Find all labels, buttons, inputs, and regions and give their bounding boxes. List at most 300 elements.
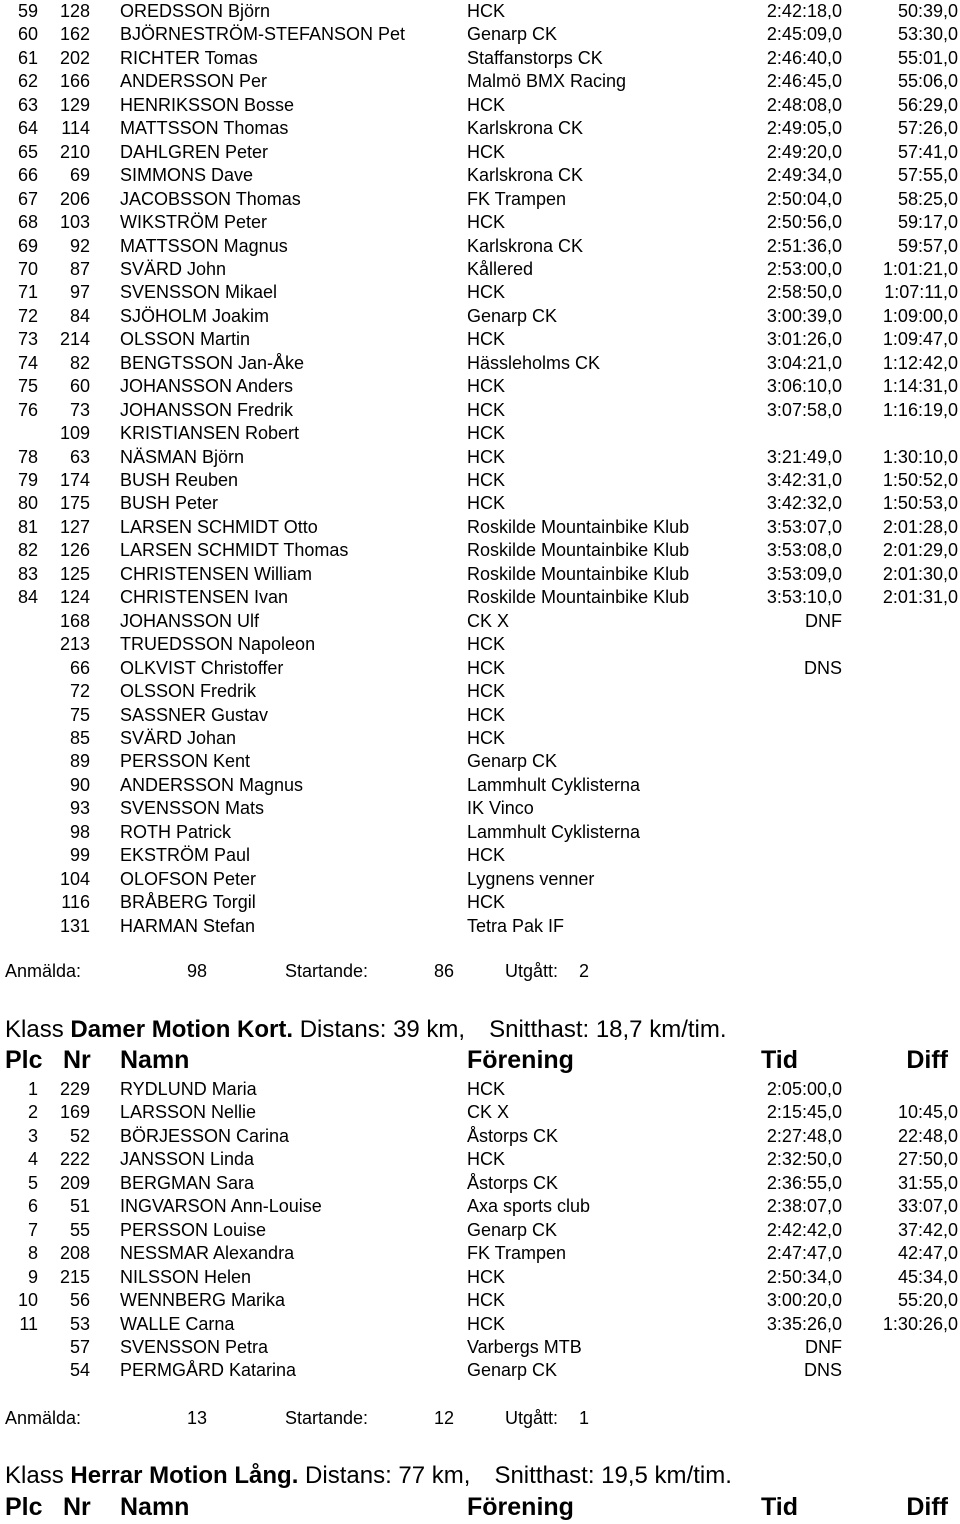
class-name: Damer Motion Kort. (70, 1016, 294, 1043)
result-row (0, 1172, 960, 1195)
result-row (0, 1125, 960, 1148)
club-name: HCK (467, 681, 506, 702)
time-diff: 53:30,0 (897, 24, 958, 45)
rider-name: OLSSON Fredrik (120, 681, 257, 702)
club-name: IK Vinco (467, 798, 534, 819)
finish-time: 3:35:26,0 (766, 1313, 842, 1334)
result-place: 59 (17, 1, 38, 21)
rider-name: NESSMAR Alexandra (120, 1243, 295, 1264)
time-diff: 1:50:53,0 (882, 493, 958, 514)
finish-time: 2:36:55,0 (766, 1172, 842, 1193)
club-name: HCK (467, 727, 506, 748)
header-nr: Nr (63, 1493, 91, 1521)
time-diff: 57:41,0 (897, 141, 958, 162)
result-row (0, 188, 960, 211)
bib-number: 85 (69, 727, 90, 748)
result-row (0, 94, 960, 117)
finish-time: 3:42:32,0 (766, 493, 842, 514)
club-name: Tetra Pak IF (467, 915, 565, 936)
bib-number: 90 (69, 774, 90, 795)
rider-name: OREDSSON Björn (120, 1, 271, 21)
club-name: HCK (467, 376, 506, 397)
finish-time: DNF (805, 1336, 842, 1357)
club-name: Genarp CK (467, 751, 558, 772)
time-diff: 45:34,0 (897, 1266, 958, 1287)
result-row (0, 0, 960, 23)
result-row (0, 844, 960, 867)
result-row (0, 915, 960, 938)
club-name: FK Trampen (467, 188, 567, 209)
bib-number: 131 (59, 915, 90, 936)
started-count: 86 (433, 961, 454, 981)
result-row (0, 117, 960, 140)
club-name: Roskilde Mountainbike Klub (467, 540, 690, 561)
club-name: HCK (467, 845, 506, 866)
result-row (0, 352, 960, 375)
club-name: HCK (467, 141, 506, 162)
finish-time: 2:48:08,0 (766, 94, 842, 115)
bib-number: 124 (59, 587, 90, 608)
time-diff: 56:29,0 (897, 94, 958, 115)
class-avg-speed: Snitthast: 18,7 km/tim. (489, 1016, 727, 1043)
rider-name: WENNBERG Marika (120, 1290, 286, 1311)
result-row (0, 1195, 960, 1218)
club-name: Hässleholms CK (467, 352, 601, 373)
result-place: 9 (27, 1266, 38, 1287)
bib-number: 56 (69, 1290, 90, 1311)
rider-name: INGVARSON Ann-Louise (120, 1196, 322, 1217)
result-place: 66 (17, 165, 38, 186)
bib-number: 60 (69, 376, 90, 397)
result-place: 6 (27, 1196, 38, 1217)
club-name: FK Trampen (467, 1243, 567, 1264)
finish-time: 2:27:48,0 (766, 1125, 842, 1146)
time-diff: 1:07:11,0 (884, 282, 958, 303)
club-name: Genarp CK (467, 24, 558, 45)
result-row (0, 1266, 960, 1289)
result-row (0, 1313, 960, 1336)
result-row (0, 23, 960, 46)
time-diff: 1:12:42,0 (882, 352, 958, 373)
bib-number: 202 (59, 47, 90, 68)
time-diff: 50:39,0 (897, 1, 958, 21)
result-place: 65 (17, 141, 38, 162)
header-name: Namn (120, 1493, 190, 1521)
rider-name: TRUEDSSON Napoleon (120, 634, 316, 655)
bib-number: 127 (59, 516, 90, 537)
bib-number: 52 (69, 1125, 90, 1146)
time-diff: 2:01:31,0 (882, 587, 958, 608)
bib-number: 66 (69, 657, 90, 678)
rider-name: LARSEN SCHMIDT Thomas (120, 540, 349, 561)
result-place: 80 (17, 493, 38, 514)
time-diff: 33:07,0 (897, 1196, 958, 1217)
club-name: Kållered (467, 258, 534, 279)
club-name: Lammhult Cyklisterna (467, 821, 641, 842)
time-diff: 55:06,0 (897, 71, 958, 92)
rider-name: DAHLGREN Peter (120, 141, 269, 162)
rider-name: PERSSON Louise (120, 1219, 267, 1240)
registered-label: Anmälda: (5, 961, 82, 981)
finish-time: DNF (805, 610, 842, 631)
result-row (0, 399, 960, 422)
result-place: 76 (17, 399, 38, 420)
bib-number: 109 (59, 423, 90, 444)
bib-number: 215 (59, 1266, 90, 1287)
club-name: Axa sports club (467, 1196, 591, 1217)
result-place: 1 (27, 1079, 38, 1099)
bib-number: 114 (61, 118, 90, 139)
rider-name: SJÖHOLM Joakim (120, 305, 270, 326)
club-name: Lygnens venner (467, 868, 595, 889)
finish-time: DNS (803, 1360, 842, 1381)
result-place: 61 (17, 47, 38, 68)
finish-time: 3:00:20,0 (766, 1290, 842, 1311)
result-row (0, 1289, 960, 1312)
club-name: HCK (467, 1079, 506, 1099)
class-prefix: Klass (5, 1462, 71, 1489)
finish-time: 2:49:05,0 (766, 118, 842, 139)
finish-time: 2:50:04,0 (766, 188, 842, 209)
finish-time: 2:05:00,0 (766, 1079, 842, 1099)
bib-number: 97 (69, 282, 90, 303)
started-label: Startande: (285, 1408, 369, 1428)
time-diff: 27:50,0 (897, 1149, 958, 1170)
club-name: Lammhult Cyklisterna (467, 774, 641, 795)
time-diff: 2:01:29,0 (882, 540, 958, 561)
bib-number: 72 (69, 681, 90, 702)
club-name: Varbergs MTB (467, 1336, 582, 1357)
bib-number: 174 (59, 470, 90, 490)
club-name: HCK (467, 446, 506, 467)
result-place: 10 (17, 1290, 38, 1311)
time-diff: 1:16:19,0 (882, 399, 958, 420)
bib-number: 162 (59, 24, 90, 45)
club-name: HCK (467, 493, 506, 514)
header-nr: Nr (63, 1046, 91, 1074)
rider-name: ANDERSSON Per (120, 71, 268, 92)
result-row (0, 774, 960, 797)
time-diff: 58:25,0 (897, 188, 958, 209)
result-row (0, 375, 960, 398)
result-place: 69 (17, 235, 38, 256)
result-row (0, 422, 960, 445)
result-place: 2 (27, 1102, 38, 1123)
rider-name: ROTH Patrick (120, 821, 232, 842)
rider-name: OLKVIST Christoffer (120, 657, 284, 678)
club-name: Genarp CK (467, 1360, 558, 1381)
result-place: 72 (17, 305, 38, 326)
bib-number: 210 (59, 141, 90, 162)
result-place: 64 (17, 118, 38, 139)
finish-time: 3:07:58,0 (766, 399, 842, 420)
class-name: Herrar Motion Lång. (70, 1462, 299, 1489)
result-row (0, 680, 960, 703)
time-diff: 37:42,0 (897, 1219, 958, 1240)
result-place: 67 (17, 188, 38, 209)
rider-name: BUSH Reuben (120, 470, 239, 490)
registered-count: 13 (186, 1408, 207, 1428)
rider-name: MATTSSON Magnus (120, 235, 288, 256)
bib-number: 84 (69, 305, 90, 326)
time-diff: 59:57,0 (897, 235, 958, 256)
bib-number: 229 (59, 1079, 90, 1099)
club-name: CK X (467, 1102, 510, 1123)
club-name: Åstorps CK (467, 1172, 559, 1193)
rider-name: KRISTIANSEN Robert (120, 423, 300, 444)
bib-number: 87 (69, 258, 90, 279)
bib-number: 53 (69, 1313, 90, 1334)
result-place: 8 (27, 1243, 38, 1264)
result-place: 68 (17, 212, 38, 233)
bib-number: 116 (61, 892, 90, 913)
result-row (0, 1359, 960, 1382)
section1-summary (0, 959, 960, 983)
finish-time: 2:47:47,0 (766, 1243, 842, 1264)
result-place: 81 (17, 516, 38, 537)
result-row (0, 211, 960, 234)
result-row (0, 1242, 960, 1265)
finish-time: 2:45:09,0 (766, 24, 842, 45)
header-time: Tid (760, 1046, 798, 1074)
bib-number: 168 (59, 610, 90, 631)
rider-name: JANSSON Linda (120, 1149, 255, 1170)
finish-time: 3:53:09,0 (766, 563, 842, 584)
rider-name: BJÖRNESTRÖM-STEFANSON Pet (120, 24, 406, 45)
club-name: HCK (467, 1266, 506, 1287)
rider-name: JOHANSSON Fredrik (120, 399, 294, 420)
result-row (0, 281, 960, 304)
club-name: Staffanstorps CK (467, 47, 603, 68)
result-row (0, 750, 960, 773)
club-name: HCK (467, 282, 506, 303)
finish-time: 2:42:42,0 (766, 1219, 842, 1240)
club-name: Roskilde Mountainbike Klub (467, 563, 690, 584)
result-row (0, 446, 960, 469)
finish-time: 2:49:34,0 (766, 165, 842, 186)
finish-time: 3:06:10,0 (766, 376, 842, 397)
finish-time: 2:49:20,0 (766, 141, 842, 162)
section2-class-title (5, 1015, 727, 1045)
club-name: HCK (467, 1313, 506, 1334)
bib-number: 93 (69, 798, 90, 819)
rider-name: NÄSMAN Björn (120, 446, 245, 467)
club-name: CK X (467, 610, 510, 631)
bib-number: 169 (59, 1102, 90, 1123)
header-plc: Plc (5, 1493, 43, 1521)
result-place: 74 (17, 352, 38, 373)
result-row (0, 258, 960, 281)
rider-name: CHRISTENSEN William (120, 563, 313, 584)
rider-name: SVÄRD John (120, 258, 227, 279)
result-row (0, 797, 960, 820)
time-diff: 57:26,0 (897, 118, 958, 139)
rider-name: PERSSON Kent (120, 751, 251, 772)
club-name: HCK (467, 704, 506, 725)
dnf-label: Utgått: (505, 961, 559, 981)
result-row (0, 516, 960, 539)
finish-time: 2:42:18,0 (766, 1, 842, 21)
rider-name: HARMAN Stefan (120, 915, 256, 936)
result-row (0, 141, 960, 164)
bib-number: 89 (69, 751, 90, 772)
result-row (0, 47, 960, 70)
result-row (0, 1219, 960, 1242)
rider-name: OLSSON Martin (120, 329, 251, 350)
rider-name: SASSNER Gustav (120, 704, 269, 725)
bib-number: 63 (69, 446, 90, 467)
class-avg-speed: Snitthast: 19,5 km/tim. (494, 1462, 732, 1489)
result-place: 11 (19, 1313, 38, 1334)
header-time: Tid (760, 1493, 798, 1521)
finish-time: 3:04:21,0 (766, 352, 842, 373)
result-row (0, 1078, 960, 1101)
club-name: HCK (467, 1, 506, 21)
time-diff: 1:30:10,0 (882, 446, 958, 467)
bib-number: 54 (69, 1360, 90, 1381)
finish-time: 2:53:00,0 (766, 258, 842, 279)
registered-label: Anmälda: (5, 1408, 82, 1428)
rider-name: ANDERSSON Magnus (120, 774, 304, 795)
header-club: Förening (467, 1493, 574, 1521)
bib-number: 209 (59, 1172, 90, 1193)
time-diff: 22:48,0 (897, 1125, 958, 1146)
bib-number: 57 (69, 1336, 90, 1357)
result-row (0, 539, 960, 562)
class-distance: Distans: 77 km, (298, 1462, 471, 1489)
rider-name: PERMGÅRD Katarina (120, 1360, 297, 1381)
bib-number: 75 (69, 704, 90, 725)
section3-class-title (5, 1461, 732, 1491)
bib-number: 69 (69, 165, 90, 186)
bib-number: 98 (69, 821, 90, 842)
club-name: Genarp CK (467, 305, 558, 326)
rider-name: OLOFSON Peter (120, 868, 257, 889)
result-row (0, 492, 960, 515)
rider-name: BUSH Peter (120, 493, 219, 514)
result-row (0, 586, 960, 609)
time-diff: 1:01:21,0 (882, 258, 958, 279)
result-row (0, 563, 960, 586)
bib-number: 214 (59, 329, 90, 350)
bib-number: 206 (59, 188, 90, 209)
club-name: HCK (467, 329, 506, 350)
result-row (0, 164, 960, 187)
result-place: 3 (27, 1125, 38, 1146)
bib-number: 129 (59, 94, 90, 115)
club-name: HCK (467, 212, 506, 233)
result-row (0, 469, 960, 492)
club-name: HCK (467, 634, 506, 655)
bib-number: 126 (59, 540, 90, 561)
rider-name: JACOBSSON Thomas (120, 188, 301, 209)
bib-number: 99 (69, 845, 90, 866)
result-row (0, 305, 960, 328)
finish-time: 2:51:36,0 (766, 235, 842, 256)
time-diff: 1:30:26,0 (882, 1313, 958, 1334)
club-name: Karlskrona CK (467, 118, 584, 139)
result-row (0, 1336, 960, 1359)
finish-time: 3:01:26,0 (766, 329, 842, 350)
result-row (0, 1101, 960, 1124)
result-row (0, 70, 960, 93)
bib-number: 175 (59, 493, 90, 514)
club-name: Karlskrona CK (467, 235, 584, 256)
header-name: Namn (120, 1046, 190, 1074)
time-diff: 1:50:52,0 (882, 470, 958, 490)
finish-time: DNS (803, 657, 842, 678)
dnf-count: 2 (579, 961, 590, 981)
club-name: HCK (467, 470, 506, 490)
time-diff: 55:20,0 (897, 1290, 958, 1311)
result-place: 78 (17, 446, 38, 467)
result-place: 79 (17, 470, 38, 490)
club-name: HCK (467, 94, 506, 115)
rider-name: WIKSTRÖM Peter (120, 212, 268, 233)
bib-number: 104 (59, 868, 90, 889)
club-name: HCK (467, 1290, 506, 1311)
header-diff: Diff (906, 1493, 948, 1521)
club-name: HCK (467, 1149, 506, 1170)
result-place: 82 (17, 540, 38, 561)
result-row (0, 727, 960, 750)
started-label: Startande: (285, 961, 369, 981)
rider-name: SVENSSON Mats (120, 798, 265, 819)
rider-name: BRÅBERG Torgil (120, 892, 256, 913)
result-place: 73 (17, 329, 38, 350)
time-diff: 10:45,0 (897, 1102, 958, 1123)
rider-name: SVÄRD Johan (120, 727, 237, 748)
rider-name: SVENSSON Mikael (120, 282, 278, 303)
section3-column-header (0, 1491, 960, 1523)
time-diff: 55:01,0 (897, 47, 958, 68)
header-club: Förening (467, 1046, 574, 1074)
club-name: HCK (467, 892, 506, 913)
time-diff: 1:14:31,0 (882, 376, 958, 397)
time-diff: 2:01:30,0 (882, 563, 958, 584)
finish-time: 3:53:08,0 (766, 540, 842, 561)
finish-time: 3:42:31,0 (766, 470, 842, 490)
finish-time: 3:21:49,0 (766, 446, 842, 467)
rider-name: LARSEN SCHMIDT Otto (120, 516, 318, 537)
finish-time: 3:53:10,0 (766, 587, 842, 608)
rider-name: JOHANSSON Anders (120, 376, 294, 397)
section2-summary (0, 1406, 960, 1430)
bib-number: 51 (69, 1196, 90, 1217)
bib-number: 73 (69, 399, 90, 420)
rider-name: RYDLUND Maria (120, 1079, 257, 1099)
result-row (0, 610, 960, 633)
finish-time: 2:38:07,0 (766, 1196, 842, 1217)
bib-number: 208 (59, 1243, 90, 1264)
club-name: HCK (467, 657, 506, 678)
club-name: Karlskrona CK (467, 165, 584, 186)
club-name: Roskilde Mountainbike Klub (467, 587, 690, 608)
bib-number: 55 (69, 1219, 90, 1240)
club-name: Åstorps CK (467, 1125, 559, 1146)
result-place: 60 (17, 24, 38, 45)
result-row (0, 1148, 960, 1171)
result-place: 62 (17, 71, 38, 92)
time-diff: 2:01:28,0 (882, 516, 958, 537)
finish-time: 2:50:34,0 (766, 1266, 842, 1287)
time-diff: 1:09:47,0 (882, 329, 958, 350)
result-place: 83 (17, 563, 38, 584)
club-name: Malmö BMX Racing (467, 71, 627, 92)
club-name: HCK (467, 399, 506, 420)
section2-column-header (0, 1044, 960, 1076)
rider-name: LARSSON Nellie (120, 1102, 257, 1123)
